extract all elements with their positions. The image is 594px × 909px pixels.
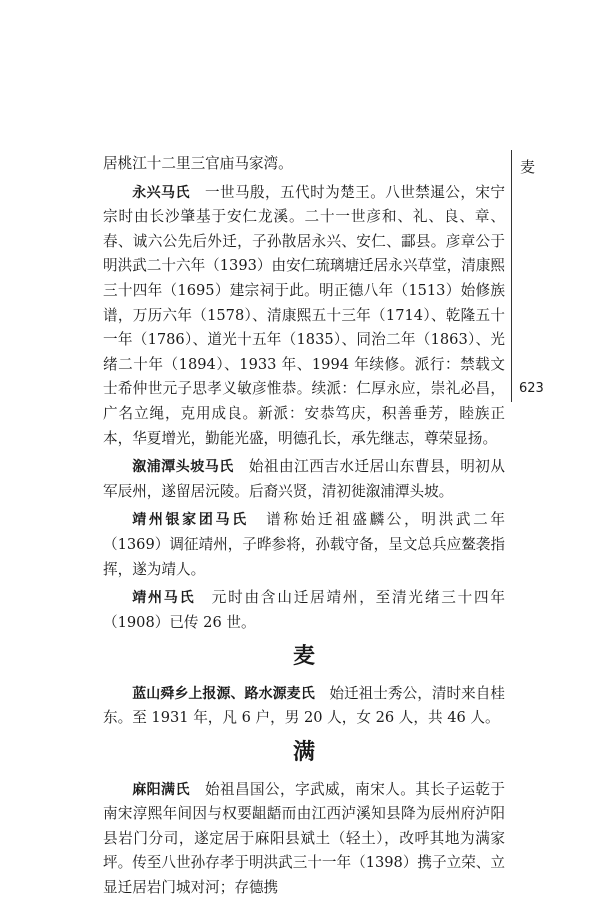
entry-jingzhou-yinjiatuan-ma [103,508,505,582]
intro-line: 居桃江十二里三官庙马家湾。 [103,155,293,172]
entry-text: 始迁祖士秀公，清时来自桂东。至 1931 年，凡 6 户，男 20 人，女 26 人，共 46 人。 [103,684,505,727]
running-head: 麦 [520,158,536,176]
clan-name: 靖州银家团马氏 [132,512,249,529]
entry-yongxing-ma [103,181,505,452]
entry-mayang-man [103,778,505,901]
entry-text: 谱称始迁祖盛麟公，明洪武二年（1369）调征靖州，子晔参将，孙载守备，呈文总兵应鳌袭指挥，遂为靖人。 [103,511,505,578]
clan-name: 靖州马氏 [132,590,196,607]
clan-name: 蓝山舜乡上报源、路水源麦氏 [132,685,315,702]
entry-text: 一世马殷，五代时为楚王。八世禁暹公，宋宁宗时由长沙肇基于安仁龙溪。二十一世彦和、礼、良、章、春、诚六公先后外迁，子孙散居永兴、安仁、酃县。彦章公于明洪武二十六年（1393）由安仁琉璃塘迁居永兴草堂，清康熙三十四年（1695）建宗祠于此。明正德八年（1513）始修族谱，万历六年（1578）、清康熙五十三年（1714）、乾隆五十一年（1786）、道光十五年（1835）、同治二年（1863）、光绪二十年（1894）、1933 年、1994 年续修。派行：禁载文士希仲世元子思孝义敏彦惟恭。续派：仁厚永应，崇礼必昌，广名立绳，克用成良。新派：安恭笃庆，积善垂芳，睦族正本，华夏增光，勤能光盛，明德孔长，承先继志，尊荣显扬。 [103,183,505,447]
clan-name: 溆浦潭头坡马氏 [132,459,234,476]
margin-rule [511,150,512,402]
page-number: 623 [519,381,544,396]
entry-jingzhou-ma [103,586,505,635]
section-heading-man: 满 [292,740,315,766]
entry-text: 始祖由江西吉水迁居山东曹县，明初从军辰州，遂留居沅陵。后裔兴贤，清初徙溆浦潭头坡。 [103,458,505,500]
entry-xupu-ma [103,455,505,504]
entry-text: 元时由含山迁居靖州，至清光绪三十四年（1908）已传 26 世。 [103,589,505,631]
body-text [103,152,505,901]
entry-lanshan-mai [103,682,505,731]
clan-name: 麻阳满氏 [132,781,190,798]
entry-text: 始祖昌国公，字武威，南宋人。其长子运乾于南宋淳熙年间因与权要龃龉而由江西泸溪知县降为辰州府泸阳县岩门分司，遂定居于麻阳县斌土（轻土），改呼其地为满家坪。传至八世孙存孝于明洪武三十一年（1398）携子立荣、立显迁居岩门城对河；存德携 [103,780,505,897]
section-heading-mai: 麦 [292,644,315,670]
clan-name: 永兴马氏 [132,184,190,201]
